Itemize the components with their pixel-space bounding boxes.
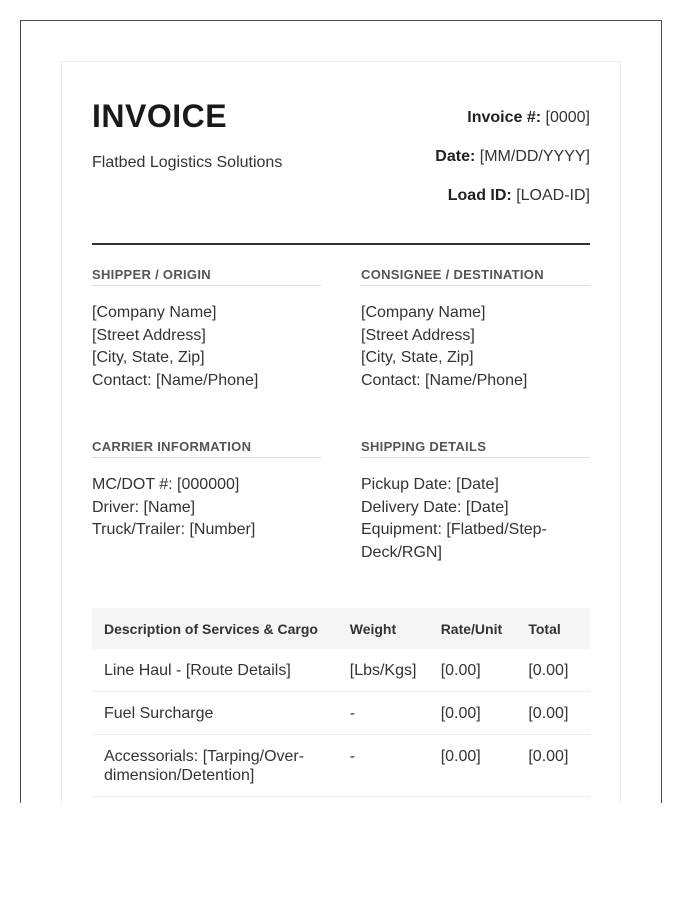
col-weight: Weight: [338, 608, 429, 649]
invoice-date-row: [435, 147, 590, 186]
document-viewport: [20, 20, 662, 803]
shipper-heading: SHIPPER / ORIGIN: [92, 267, 321, 286]
shipper-details: [92, 302, 321, 392]
shipping-details: [361, 474, 590, 564]
row-weight: -: [338, 692, 429, 735]
carrier-heading: CARRIER INFORMATION: [92, 439, 321, 458]
shipper-contact: Contact: [Name/Phone]: [92, 371, 259, 389]
invoice-date-label: Date:: [435, 148, 476, 165]
row-description: Line Haul - [Route Details]: [92, 649, 338, 692]
invoice-number-value: [0000]: [545, 109, 590, 126]
table-row: [92, 692, 590, 735]
row-weight: -: [338, 735, 429, 797]
carrier-details: [92, 474, 321, 542]
consignee-contact: Contact: [Name/Phone]: [361, 371, 528, 389]
col-description: Description of Services & Cargo: [92, 608, 338, 649]
row-rate: [0.00]: [429, 649, 517, 692]
carrier-mc-dot: MC/DOT #: [000000]: [92, 476, 240, 493]
consignee-company: [Company Name]: [361, 304, 486, 321]
invoice-header: [92, 62, 590, 244]
row-rate: [0.00]: [429, 735, 517, 797]
load-id-row: [435, 186, 590, 225]
row-description: Fuel Surcharge: [92, 692, 338, 735]
load-id-label: Load ID:: [447, 187, 512, 204]
invoice-meta: [435, 108, 590, 225]
header-divider: [92, 243, 590, 245]
consignee-details: [361, 302, 590, 392]
invoice-number-row: [435, 108, 590, 147]
carrier-truck: Truck/Trailer: [Number]: [92, 521, 256, 538]
shipping-section: [361, 439, 590, 564]
carrier-section: [92, 439, 321, 542]
invoice-content: [92, 62, 590, 784]
shipping-heading: SHIPPING DETAILS: [361, 439, 590, 458]
consignee-city: [City, State, Zip]: [361, 349, 474, 366]
equipment-type: Equipment: [Flatbed/Step-Deck/RGN]: [361, 521, 547, 561]
invoice-title: INVOICE: [92, 98, 228, 134]
row-total: [0.00]: [516, 692, 590, 735]
consignee-section: [361, 267, 590, 392]
table-header-row: [92, 608, 590, 649]
invoice-date-value: [MM/DD/YYYY]: [479, 148, 590, 165]
col-rate: Rate/Unit: [429, 608, 517, 649]
carrier-driver: Driver: [Name]: [92, 498, 196, 516]
consignee-street: [Street Address]: [361, 326, 475, 344]
company-name: Flatbed Logistics Solutions: [92, 154, 283, 171]
pickup-date: Pickup Date: [Date]: [361, 476, 499, 493]
invoice-number-label: Invoice #:: [467, 109, 542, 126]
row-total: [0.00]: [516, 649, 590, 692]
consignee-heading: CONSIGNEE / DESTINATION: [361, 267, 590, 286]
invoice-page: [61, 61, 621, 803]
row-weight: [Lbs/Kgs]: [338, 649, 429, 692]
shipper-section: [92, 267, 321, 392]
shipper-company: [Company Name]: [92, 304, 217, 321]
load-id-value: [LOAD-ID]: [516, 187, 590, 204]
line-items-table: [92, 608, 590, 797]
table-row: [92, 735, 590, 797]
row-rate: [0.00]: [429, 692, 517, 735]
table-row: [92, 649, 590, 692]
delivery-date: Delivery Date: [Date]: [361, 498, 509, 516]
shipper-street: [Street Address]: [92, 326, 206, 344]
shipper-city: [City, State, Zip]: [92, 349, 205, 366]
row-description: Accessorials: [Tarping/Over-dimension/Detention]: [92, 735, 338, 797]
col-total: Total: [516, 608, 590, 649]
row-total: [0.00]: [516, 735, 590, 797]
